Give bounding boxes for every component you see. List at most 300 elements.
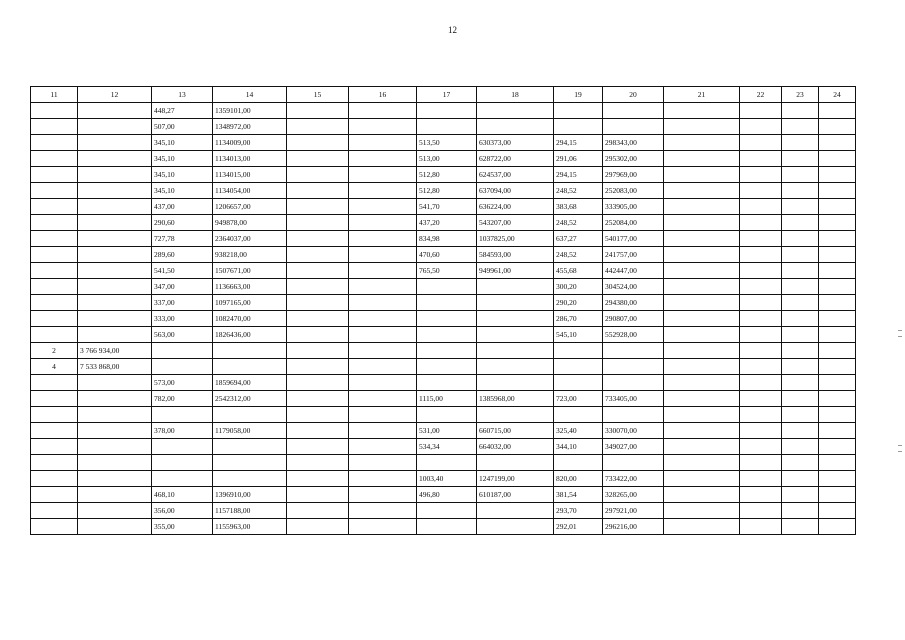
column-header-20: 20 [603,87,664,103]
table-cell: 325,40 [554,423,603,439]
table-cell [349,215,417,231]
table-cell [740,231,782,247]
table-cell [603,375,664,391]
table-cell [477,375,554,391]
table-cell [819,327,856,343]
table-cell [740,359,782,375]
table-cell [819,135,856,151]
table-row [31,263,856,279]
table-cell: 383,68 [554,199,603,215]
table-cell [782,359,819,375]
table-cell [603,343,664,359]
table-cell: 297969,00 [603,167,664,183]
table-cell [819,151,856,167]
table-cell [349,199,417,215]
table-cell: 512,80 [417,167,477,183]
table-cell [78,407,152,423]
table-cell [287,167,349,183]
table-cell: 437,20 [417,215,477,231]
table-cell: 540177,00 [603,231,664,247]
table-cell [31,119,78,135]
table-row [31,215,856,231]
table-cell [819,231,856,247]
table-cell [740,391,782,407]
table-cell [782,279,819,295]
table-cell [78,247,152,263]
table-cell [819,279,856,295]
table-cell [287,279,349,295]
table-cell [78,295,152,311]
table-cell [740,343,782,359]
table-cell [349,519,417,535]
table-cell [664,471,740,487]
table-cell: 328265,00 [603,487,664,503]
table-cell [740,183,782,199]
table-cell [287,455,349,471]
table-cell [78,439,152,455]
table-cell [740,103,782,119]
table-cell: 356,00 [152,503,213,519]
table-cell: 4 [31,359,78,375]
table-cell [782,199,819,215]
table-cell [31,487,78,503]
table-cell: 637,27 [554,231,603,247]
table-cell [287,151,349,167]
table-cell: 304524,00 [603,279,664,295]
table-row [31,439,856,455]
table-cell [782,487,819,503]
table-cell [417,407,477,423]
table-row [31,455,856,471]
table-cell: 1247199,00 [477,471,554,487]
table-cell [782,167,819,183]
table-cell [349,231,417,247]
table-cell [287,231,349,247]
table-cell: 628722,00 [477,151,554,167]
table-cell [664,439,740,455]
table-cell [78,279,152,295]
column-header-17: 17 [417,87,477,103]
table-cell: 294,15 [554,167,603,183]
table-cell: 949878,00 [213,215,287,231]
table-cell [664,503,740,519]
table-cell: 448,27 [152,103,213,119]
table-cell [819,199,856,215]
table-cell: 513,50 [417,135,477,151]
table-cell: 2542312,00 [213,391,287,407]
table-row [31,295,856,311]
table-cell [31,311,78,327]
table-cell: 1134054,00 [213,183,287,199]
table-cell: 664032,00 [477,439,554,455]
table-cell: 765,50 [417,263,477,279]
table-cell [349,167,417,183]
table-row [31,343,856,359]
table-cell [78,135,152,151]
table-row [31,231,856,247]
table-cell [819,263,856,279]
table-cell [349,423,417,439]
table-cell [78,103,152,119]
table-cell [349,359,417,375]
table-cell [554,103,603,119]
table-cell [78,375,152,391]
table-cell [554,407,603,423]
table-cell: 543207,00 [477,215,554,231]
table-row [31,391,856,407]
column-header-13: 13 [152,87,213,103]
table-cell [417,327,477,343]
table-row [31,151,856,167]
table-cell [819,103,856,119]
table-cell: 545,10 [554,327,603,343]
table-cell [287,343,349,359]
table-row [31,519,856,535]
column-header-14: 14 [213,87,287,103]
table-cell: 1179058,00 [213,423,287,439]
table-cell [78,503,152,519]
table-cell [417,295,477,311]
table-cell [664,327,740,343]
table-cell: 291,06 [554,151,603,167]
table-cell: 344,10 [554,439,603,455]
column-header-18: 18 [477,87,554,103]
table-cell [740,439,782,455]
table-cell [782,503,819,519]
table-cell: 248,52 [554,247,603,263]
table-cell [31,103,78,119]
table-cell [287,215,349,231]
table-row [31,407,856,423]
table-cell: 349027,00 [603,439,664,455]
table-cell [417,311,477,327]
table-cell [819,423,856,439]
table-cell [349,391,417,407]
table-cell [782,439,819,455]
table-cell [782,391,819,407]
table-cell [782,183,819,199]
table-cell [603,103,664,119]
table-cell [819,439,856,455]
table-cell: 248,52 [554,215,603,231]
table-cell: 345,10 [152,151,213,167]
table-cell [31,279,78,295]
table-cell [740,519,782,535]
table-cell: 541,70 [417,199,477,215]
table-cell: 949961,00 [477,263,554,279]
table-row [31,119,856,135]
table-cell: 733422,00 [603,471,664,487]
table-cell: 637094,00 [477,183,554,199]
table-cell [664,359,740,375]
table-row [31,359,856,375]
table-cell: 1155963,00 [213,519,287,535]
table-cell [819,359,856,375]
table-cell [664,423,740,439]
table-cell [664,391,740,407]
table-cell: 723,00 [554,391,603,407]
table-cell: 1206657,00 [213,199,287,215]
table-cell: 610187,00 [477,487,554,503]
table-cell [349,295,417,311]
table-cell [477,311,554,327]
table-cell: 552928,00 [603,327,664,343]
table-cell [603,407,664,423]
table-cell [664,215,740,231]
table-row [31,167,856,183]
table-cell [603,359,664,375]
table-cell [554,343,603,359]
table-cell [740,263,782,279]
table-cell [603,455,664,471]
table-cell [740,311,782,327]
table-cell [31,519,78,535]
table-cell [349,263,417,279]
table-cell: 345,10 [152,135,213,151]
table-cell: 1115,00 [417,391,477,407]
table-cell [349,279,417,295]
table-cell [349,503,417,519]
table-cell [78,519,152,535]
table-cell [664,311,740,327]
table-cell: 507,00 [152,119,213,135]
table-cell [152,471,213,487]
table-cell [782,247,819,263]
table-cell: 1003,40 [417,471,477,487]
table-row [31,487,856,503]
table-cell [31,199,78,215]
table-cell [31,215,78,231]
table-cell [349,103,417,119]
table-cell [31,231,78,247]
table-cell [664,487,740,503]
table-cell [349,151,417,167]
table-cell [31,423,78,439]
table-cell: 1136663,00 [213,279,287,295]
table-cell [740,215,782,231]
table-cell: 624537,00 [477,167,554,183]
column-header-21: 21 [664,87,740,103]
table-cell: 1396910,00 [213,487,287,503]
table-row [31,375,856,391]
table-cell [819,375,856,391]
table-cell [31,471,78,487]
table-cell [417,343,477,359]
table-cell [31,247,78,263]
table-cell [31,407,78,423]
table-cell [287,327,349,343]
table-cell [417,503,477,519]
table-cell [349,343,417,359]
table-cell [287,519,349,535]
table-cell [740,327,782,343]
table-cell [664,295,740,311]
table-cell: 1134015,00 [213,167,287,183]
table-cell: 355,00 [152,519,213,535]
table-cell [477,455,554,471]
column-header-22: 22 [740,87,782,103]
table-cell: 241757,00 [603,247,664,263]
table-cell: 1859694,00 [213,375,287,391]
table-cell [782,423,819,439]
table-cell [664,519,740,535]
table-cell [782,231,819,247]
table-cell [477,343,554,359]
table-cell [477,359,554,375]
table-cell [349,471,417,487]
table-row [31,311,856,327]
table-cell [740,295,782,311]
table-cell [740,167,782,183]
table-cell: 1385968,00 [477,391,554,407]
table-cell [819,311,856,327]
table-row [31,279,856,295]
table-cell [31,455,78,471]
table-cell: 1097165,00 [213,295,287,311]
table-cell [78,119,152,135]
table-cell [31,263,78,279]
table-cell: 7 533 868,00 [78,359,152,375]
table-cell: 289,60 [152,247,213,263]
table-cell: 660715,00 [477,423,554,439]
table-cell [664,343,740,359]
table-cell: 534,34 [417,439,477,455]
table-cell: 248,52 [554,183,603,199]
table-cell [78,215,152,231]
table-cell: 1507671,00 [213,263,287,279]
table-cell [664,135,740,151]
table-cell: 782,00 [152,391,213,407]
table-cell [782,375,819,391]
table-cell: 347,00 [152,279,213,295]
column-header-11: 11 [31,87,78,103]
table-cell [287,471,349,487]
table-cell [349,407,417,423]
table-cell [664,199,740,215]
table-cell [664,263,740,279]
table-cell [31,375,78,391]
table-cell: 630373,00 [477,135,554,151]
table-cell [740,135,782,151]
table-cell [31,151,78,167]
table-cell [554,375,603,391]
table-cell [819,183,856,199]
table-cell: 345,10 [152,183,213,199]
table-cell [819,167,856,183]
table-cell [349,439,417,455]
table-cell [213,455,287,471]
table-cell [554,455,603,471]
table-cell [740,199,782,215]
table-cell [213,343,287,359]
table-cell [287,119,349,135]
table-cell [287,487,349,503]
table-cell [664,167,740,183]
table-cell [213,439,287,455]
table-cell: 2364037,00 [213,231,287,247]
table-cell [740,151,782,167]
table-cell [31,391,78,407]
table-cell [78,151,152,167]
table-cell: 2 [31,343,78,359]
table-cell [664,455,740,471]
table-cell [78,311,152,327]
table-row [31,423,856,439]
table-row [31,183,856,199]
column-header-12: 12 [78,87,152,103]
table-cell [664,151,740,167]
table-cell [349,135,417,151]
table-cell [287,439,349,455]
table-cell [477,119,554,135]
margin-mark [898,330,902,331]
table-cell [78,199,152,215]
table-cell [664,183,740,199]
table-cell [287,375,349,391]
table-cell [152,407,213,423]
table-cell: 300,20 [554,279,603,295]
table-cell [819,391,856,407]
table-cell [740,471,782,487]
table-cell: 290,60 [152,215,213,231]
table-cell: 496,80 [417,487,477,503]
table-cell: 442447,00 [603,263,664,279]
table-cell: 455,68 [554,263,603,279]
table-cell [78,455,152,471]
table-cell [152,439,213,455]
table-cell: 1826436,00 [213,327,287,343]
table-cell [287,311,349,327]
table-cell [819,215,856,231]
table-cell [819,487,856,503]
table-cell [287,135,349,151]
table-row [31,103,856,119]
table-cell [819,295,856,311]
table-cell [287,295,349,311]
table-cell: 563,00 [152,327,213,343]
table-cell [287,199,349,215]
table-cell [819,343,856,359]
table-cell [78,263,152,279]
table-cell: 834,98 [417,231,477,247]
table-cell: 470,60 [417,247,477,263]
table-cell: 437,00 [152,199,213,215]
table-cell [477,519,554,535]
table-cell [152,343,213,359]
table-cell [417,455,477,471]
table-cell [782,135,819,151]
table-cell [78,487,152,503]
table-cell: 820,00 [554,471,603,487]
table-cell [287,407,349,423]
table-cell [740,247,782,263]
table-cell [819,471,856,487]
table-cell: 333905,00 [603,199,664,215]
table-cell [213,407,287,423]
table-cell: 1037825,00 [477,231,554,247]
column-header-24: 24 [819,87,856,103]
table-cell [664,231,740,247]
table-cell [31,167,78,183]
table-cell [554,119,603,135]
table-cell [554,359,603,375]
table-cell [477,103,554,119]
table-cell [78,327,152,343]
table-cell: 1359101,00 [213,103,287,119]
table-cell [664,375,740,391]
table-cell [782,343,819,359]
table-cell [782,103,819,119]
